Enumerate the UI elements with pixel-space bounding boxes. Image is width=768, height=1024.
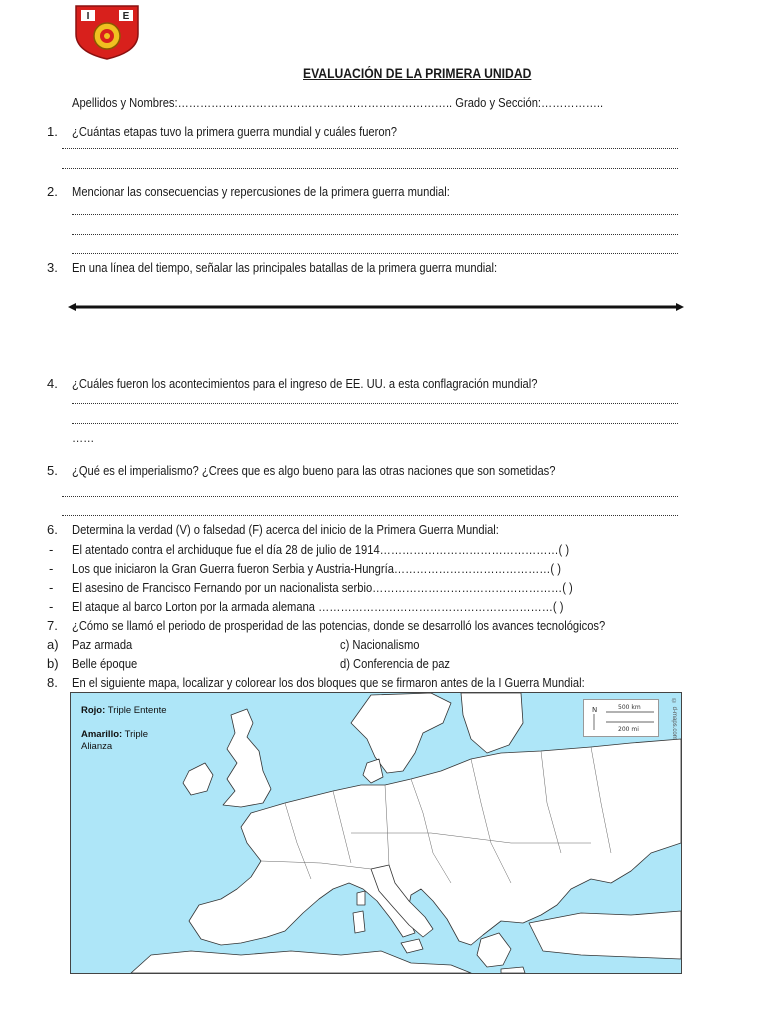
map-credit: © d-maps.com <box>671 699 677 740</box>
tf-statement: El asesino de Francisco Fernando por un nacionalista serbio……………………………………………( ) <box>72 580 573 595</box>
answer-line <box>62 148 678 149</box>
answer-line <box>62 496 678 497</box>
answer-line <box>72 214 678 215</box>
answer-line <box>62 515 678 516</box>
legend-red-label: Rojo: <box>81 705 106 716</box>
legend-yellow-label: Amarillo: <box>81 729 123 740</box>
tf-statement: El atentado contra el archiduque fue el día 28 de julio de 1914…………………………………………( ) <box>72 542 570 557</box>
answer-line-short: …… <box>72 430 95 445</box>
denmark-shape <box>363 759 383 783</box>
option-letter: a) <box>47 637 59 652</box>
logo-letter-i: I <box>86 11 90 22</box>
question-number: 6. <box>47 522 58 537</box>
question-text: ¿Cuáles fueron los acontecimientos para el ingreso de EE. UU. a esta conflagración mundial? <box>72 376 538 391</box>
scale-km: 500 km <box>618 704 641 711</box>
question-number: 7. <box>47 618 58 633</box>
page-title: EVALUACIÓN DE LA PRIMERA UNIDAD <box>303 66 532 81</box>
map-scale <box>583 699 659 737</box>
tf-statement: El ataque al barco Lorton por la armada alemana ………………………………………………………( ) <box>72 599 564 614</box>
great-britain-shape <box>223 709 271 807</box>
tf-bullet: - <box>49 599 54 614</box>
tf-statement: Los que iniciaron la Gran Guerra fueron Serbia y Austria-Hungría……………………………………( ) <box>72 561 561 576</box>
scandinavia-shape <box>351 693 451 773</box>
option-text: Paz armada <box>72 637 133 652</box>
turkey-shape <box>529 911 681 959</box>
answer-line <box>72 403 678 404</box>
question-text: ¿Qué es el imperialismo? ¿Crees que es algo bueno para las otras naciones que son sometidas? <box>72 463 556 478</box>
map-legend-yellow <box>81 729 148 753</box>
sardinia-shape <box>353 911 365 933</box>
question-text: ¿Cómo se llamó el periodo de prosperidad de las potencias, donde se desarrolló los avances tecnológicos? <box>72 618 606 633</box>
tf-bullet: - <box>49 580 54 595</box>
question-number: 8. <box>47 675 58 690</box>
corsica-shape <box>357 891 365 905</box>
answer-line <box>72 423 678 424</box>
scale-mi: 200 mi <box>618 726 639 733</box>
logo-letter-e: E <box>122 11 130 22</box>
question-text: Determina la verdad (V) o falsedad (F) acerca del inicio de la Primera Guerra Mundial: <box>72 522 499 537</box>
answer-line <box>62 168 678 169</box>
question-number: 1. <box>47 124 58 139</box>
crete-shape <box>501 967 525 973</box>
finland-shape <box>461 693 523 753</box>
answer-line <box>72 253 678 254</box>
answer-line <box>72 234 678 235</box>
question-text: Mencionar las consecuencias y repercusiones de la primera guerra mundial: <box>72 184 450 199</box>
option-text: c) Nacionalismo <box>340 637 420 652</box>
greece-shape <box>477 933 511 967</box>
question-text: ¿Cuántas etapas tuvo la primera guerra mundial y cuáles fueron? <box>72 124 398 139</box>
tf-bullet: - <box>49 542 54 557</box>
legend-red-value: Triple Entente <box>107 705 167 716</box>
student-info-line: Apellidos y Nombres:……………………………………………………………….. Grado y Sección:…………….. <box>72 95 604 110</box>
map-legend <box>81 705 167 717</box>
option-text: d) Conferencia de paz <box>340 656 451 671</box>
north-africa-shape <box>131 951 471 973</box>
legend-yellow-value-2: Alianza <box>81 741 113 752</box>
north-arrow-icon: N <box>592 706 598 714</box>
europe-map <box>70 692 682 974</box>
option-text: Belle époque <box>72 656 138 671</box>
question-number: 2. <box>47 184 58 199</box>
question-number: 3. <box>47 260 58 275</box>
question-text: En una línea del tiempo, señalar las principales batallas de la primera guerra mundial: <box>72 260 498 275</box>
tf-bullet: - <box>49 561 54 576</box>
question-number: 5. <box>47 463 58 478</box>
ireland-shape <box>183 763 213 795</box>
school-crest-logo <box>74 4 140 60</box>
timeline-arrow <box>68 298 684 316</box>
legend-yellow-value: Triple <box>124 729 149 740</box>
option-letter: b) <box>47 656 59 671</box>
question-text: En el siguiente mapa, localizar y colorear los dos bloques que se firmaron antes de la I Guerra Mundial: <box>72 675 585 690</box>
question-number: 4. <box>47 376 58 391</box>
sicily-shape <box>401 939 423 953</box>
